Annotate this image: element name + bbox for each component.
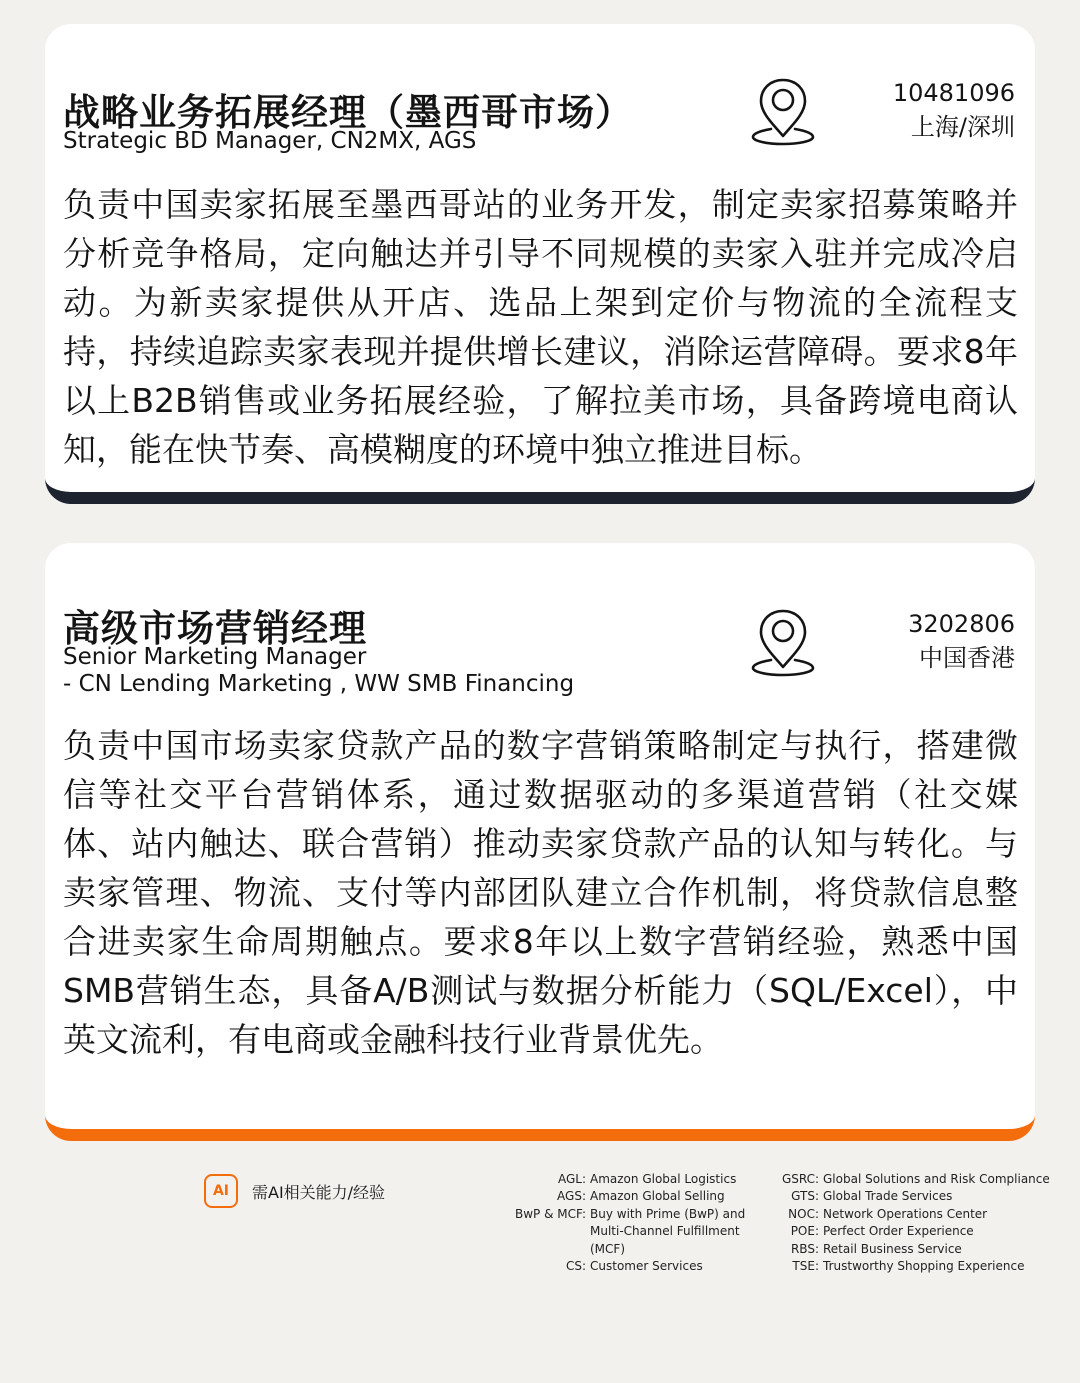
ai-badge-icon: AI: [204, 1174, 238, 1208]
job-subtitle: [63, 644, 574, 698]
job-location: 上海/深圳: [910, 113, 1015, 141]
glossary-def: Amazon Global Selling: [590, 1189, 725, 1204]
glossary-def: Trustworthy Shopping Experience: [823, 1259, 1025, 1274]
glossary-def: Network Operations Center: [823, 1206, 988, 1221]
ai-legend-note: 需AI相关能力/经验: [252, 1182, 386, 1202]
glossary-abbr: AGS:: [557, 1189, 586, 1204]
glossary-abbr: RBS:: [790, 1241, 819, 1256]
glossary-abbr: TSE:: [792, 1259, 819, 1274]
glossary-row: [500, 1258, 775, 1275]
glossary-row: [500, 1188, 775, 1205]
glossary-row: [782, 1188, 1050, 1205]
glossary-def: Customer Services: [590, 1259, 703, 1274]
job-title: 高级市场营销经理: [63, 607, 367, 650]
glossary-def: Perfect Order Experience: [823, 1224, 974, 1239]
glossary-def: Global Trade Services: [823, 1189, 953, 1204]
job-card-senior-marketing: [45, 543, 1035, 1141]
job-subtitle-line: - CN Lending Marketing , WW SMB Financing: [63, 671, 575, 697]
job-subtitle-line: Senior Marketing Manager: [63, 644, 367, 670]
glossary-row: [500, 1171, 775, 1188]
glossary-row: [782, 1223, 1050, 1240]
job-description: 负责中国市场卖家贷款产品的数字营销策略制定与执行，搭建微信等社交平台营销体系，通过数据驱动的多渠道营销（社交媒体、站内触达、联合营销）推动卖家贷款产品的认知与转化。与卖家管理、物流、支付等内部团队建立合作机制，将贷款信息整合进卖家生命周期触点。要求8年以上数字营销经验，熟悉中国SMB营销生态，具备A/B测试与数据分析能力（SQL/Excel），中英文流利，有电商或金融科技行业背景优先。: [63, 726, 1018, 1059]
glossary-row: [500, 1206, 775, 1258]
map-pin-icon: [749, 76, 817, 146]
map-pin-icon: [749, 607, 817, 677]
ai-legend: [204, 1174, 385, 1208]
glossary-abbr: GSRC:: [782, 1172, 820, 1186]
glossary-def: Retail Business Service: [823, 1241, 962, 1256]
glossary-abbr: NOC:: [788, 1206, 819, 1221]
glossary-abbr: BwP & MCF:: [514, 1206, 586, 1221]
glossary-def: Global Solutions and Risk Compliance: [823, 1172, 1050, 1186]
glossary-def: Amazon Global Logistics: [590, 1172, 737, 1186]
glossary-row: [782, 1258, 1050, 1275]
job-id: 10481096: [892, 79, 1015, 107]
glossary-row: [782, 1206, 1050, 1223]
job-subtitle: [63, 128, 476, 155]
job-id: 3202806: [908, 610, 1015, 638]
glossary-abbr: CS:: [565, 1259, 586, 1274]
job-title: 战略业务拓展经理（墨西哥市场）: [63, 91, 633, 134]
job-location-block: [893, 76, 1015, 144]
glossary-left: [500, 1171, 775, 1275]
glossary-row: [782, 1241, 1050, 1258]
glossary-right: [782, 1171, 1050, 1275]
glossary-row: [782, 1171, 1050, 1188]
glossary-abbr: POE:: [790, 1224, 819, 1239]
job-subtitle-line: Strategic BD Manager, CN2MX, AGS: [63, 128, 477, 154]
glossary-abbr: GTS:: [791, 1189, 819, 1204]
job-location-block: [908, 607, 1015, 675]
glossary-def: Buy with Prime (BwP) and Multi-Channel Fulfillment (MCF): [590, 1206, 746, 1256]
glossary-abbr: AGL:: [557, 1172, 586, 1186]
job-card-strategic-bd: [45, 24, 1035, 504]
job-description: 负责中国卖家拓展至墨西哥站的业务开发，制定卖家招募策略并分析竞争格局，定向触达并引导不同规模的卖家入驻并完成冷启动。为新卖家提供从开店、选品上架到定价与物流的全流程支持，持续追踪卖家表现并提供增长建议，消除运营障碍。要求8年以上B2B销售或业务拓展经验，了解拉美市场，具备跨境电商认知，能在快节奏、高模糊度的环境中独立推进目标。: [63, 185, 1018, 469]
job-location: 中国香港: [919, 644, 1015, 672]
